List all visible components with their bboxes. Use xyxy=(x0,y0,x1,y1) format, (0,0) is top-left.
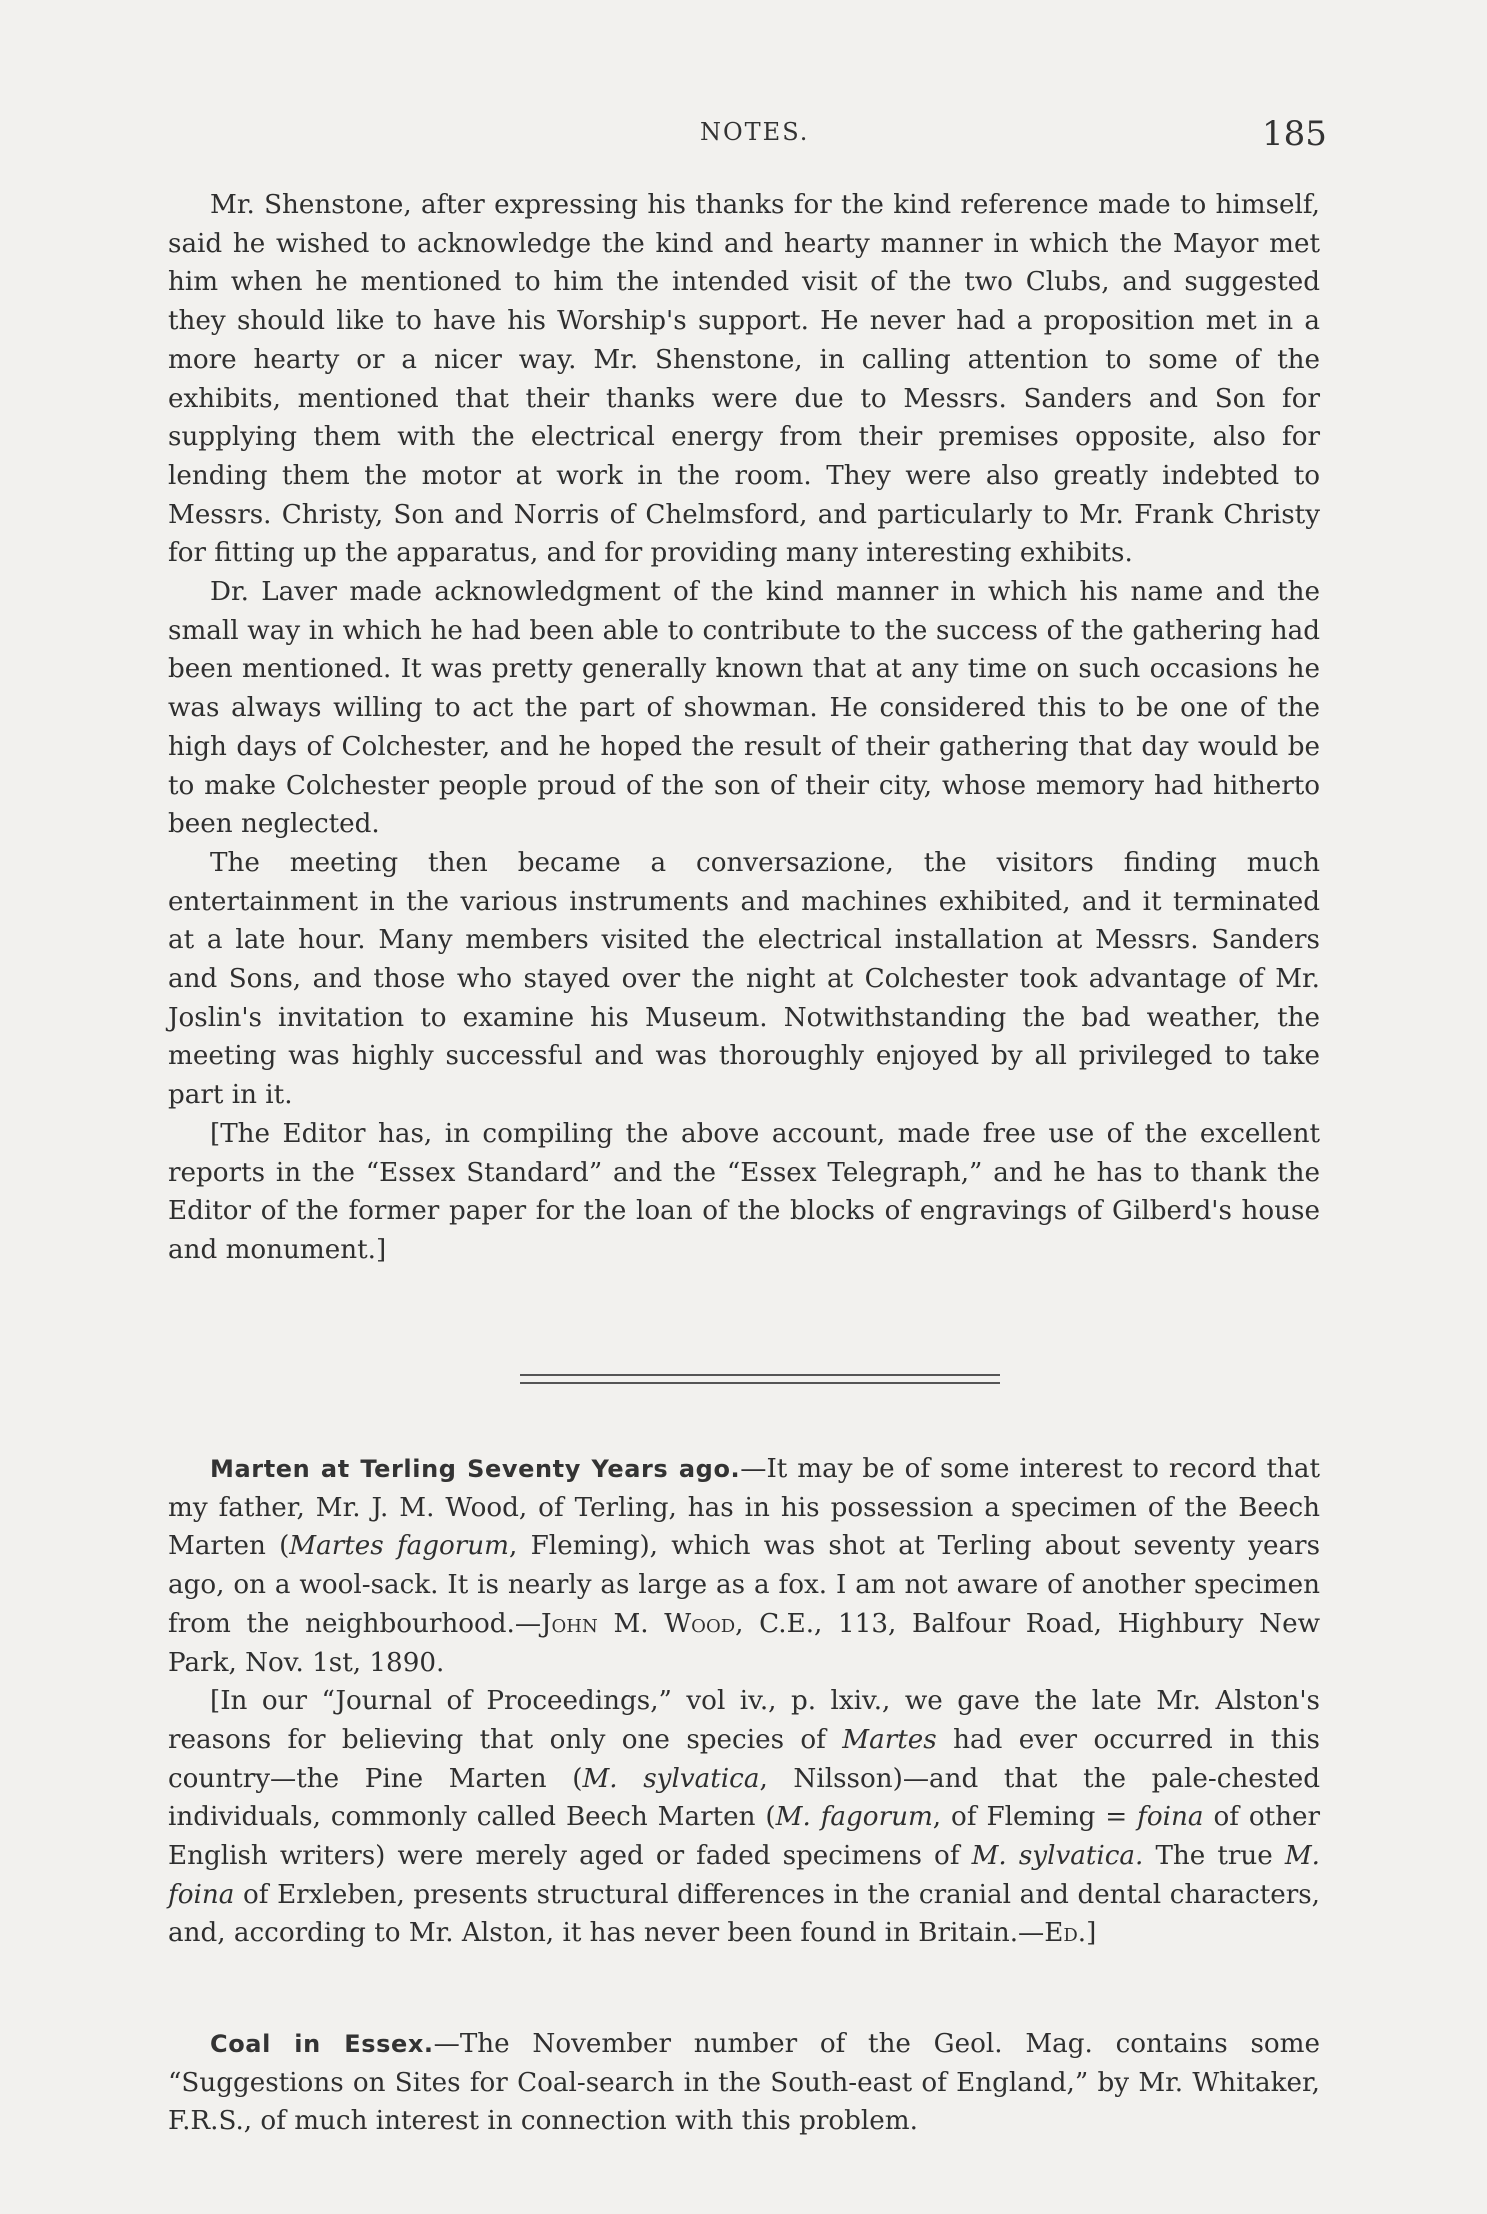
marten-species-italic: Martes fagorum xyxy=(289,1531,510,1562)
editor-italic-6: M. foina xyxy=(168,1841,1320,1910)
editor-text-6: The true xyxy=(1143,1841,1285,1872)
running-head-title: NOTES. xyxy=(700,118,810,146)
editor-text-2: had ever occurred in this country—the Pine Marten ( xyxy=(168,1724,1320,1794)
editor-text-3: , Nilsson)—and that the pale-chested individuals, commonly called Beech Marten ( xyxy=(168,1763,1320,1833)
coal-note xyxy=(168,2025,1320,2141)
editor-italic-2: M. sylvatica xyxy=(582,1763,760,1794)
page-number: 185 xyxy=(1262,114,1327,154)
editor-italic-5: M. sylvatica. xyxy=(971,1841,1144,1872)
notes-continued-text xyxy=(168,186,1320,1270)
editor-text-1: [In our “Journal of Proceedings,” vol iv., p. lxiv., we gave the late Mr. Alston's reasons for believing that only one species of xyxy=(168,1686,1320,1755)
section-divider xyxy=(520,1372,1000,1386)
editor-text-5: of other English writers) were merely aged or faded specimens of xyxy=(168,1802,1321,1872)
marten-signature: John M. Wood xyxy=(541,1608,736,1639)
marten-note xyxy=(168,1450,1320,1953)
paragraph-laver: Dr. Laver made acknowledgment of the kind manner in which his name and the small way in which he had been able to contribute to the success of the gathering had been mentioned. It was pretty generally known that at any time on such occasions he was always willing to act the part of showman. He considered this to be one of the high days of Colchester, and he hoped the result of their gathering that day would be to make Colchester people proud of the son of their city, whose memory had hitherto been neglected. xyxy=(168,577,1320,840)
paragraph-editor-note: [The Editor has, in compiling the above account, made free use of the excellent reports in the “Essex Standard” and the “Essex Telegraph,” and he has to thank the Editor of the former paper for the loan of the blocks of engravings of Gilberd's house and monument.] xyxy=(168,1118,1320,1265)
marten-paragraph xyxy=(168,1450,1320,1682)
editor-italic-1: Martes xyxy=(842,1724,937,1755)
divider-rule-top xyxy=(520,1374,1000,1376)
paragraph-conversazione: The meeting then became a conversazione, the visitors finding much entertainment in the various instruments and machines exhibited, and it terminated at a late hour. Many members visited the electrical installation at Messrs. Sanders and Sons, and those who stayed over the night at Colchester took advantage of Mr. Joslin's invitation to examine his Museum. Notwithstanding the bad weather, the meeting was highly successful and was thoroughly enjoyed by all privileged to take part in it. xyxy=(168,847,1320,1111)
divider-rule-bottom xyxy=(520,1382,1000,1384)
marten-editor-paragraph xyxy=(168,1682,1320,1953)
coal-text: —The November number of the Geol. Mag. contains some “Suggestions on Sites for Coal-search in the South-east of England,” by Mr. Whitaker, F.R.S., of much interest in connection with this problem. xyxy=(168,2029,1320,2137)
editor-signature: Ed. xyxy=(1044,1918,1087,1949)
editor-italic-4: foina xyxy=(1137,1802,1204,1833)
coal-heading: Coal in Essex. xyxy=(210,2030,434,2058)
marten-text-2: , Fleming), which was shot at Terling about seventy years ago, on a wool-sack. It is nearly as large as a fox. I am not aware of another specimen from the neighbourhood.— xyxy=(168,1531,1321,1639)
marten-address: , C.E., 113, Balfour Road, Highbury New Park, Nov. 1st, 1890. xyxy=(168,1608,1320,1678)
editor-text-8: ] xyxy=(1086,1918,1097,1949)
editor-text-7: of Erxleben, presents structural differences in the cranial and dental characters, and, according to Mr. Alston, it has never been found in Britain.— xyxy=(168,1879,1320,1949)
coal-paragraph xyxy=(168,2025,1320,2141)
paragraph-shenstone: Mr. Shenstone, after expressing his thanks for the kind reference made to himself, said he wished to acknowledge the kind and hearty manner in which the Mayor met him when he mentioned to him the intended visit of the two Clubs, and suggested they should like to have his Worship's support. He never had a proposition met in a more hearty or a nicer way. Mr. Shenstone, in calling attention to some of the exhibits, mentioned that their thanks were due to Messrs. Sanders and Son for supplying them with the electrical energy from their premises opposite, also for lending them the motor at work in the room. They were also greatly indebted to Messrs. Christy, Son and Norris of Chelmsford, and particularly to Mr. Frank Christy for fitting up the apparatus, and for providing many interesting exhibits. xyxy=(168,190,1320,569)
marten-heading: Marten at Terling Seventy Years ago. xyxy=(210,1455,741,1483)
editor-italic-3: M. fagorum xyxy=(775,1802,933,1833)
marten-text-1: —It may be of some interest to record that my father, Mr. J. M. Wood, of Terling, has in his possession a specimen of the Beech Marten ( xyxy=(168,1454,1321,1562)
editor-text-4: , of Fleming = xyxy=(932,1802,1138,1833)
running-head xyxy=(0,114,1487,158)
